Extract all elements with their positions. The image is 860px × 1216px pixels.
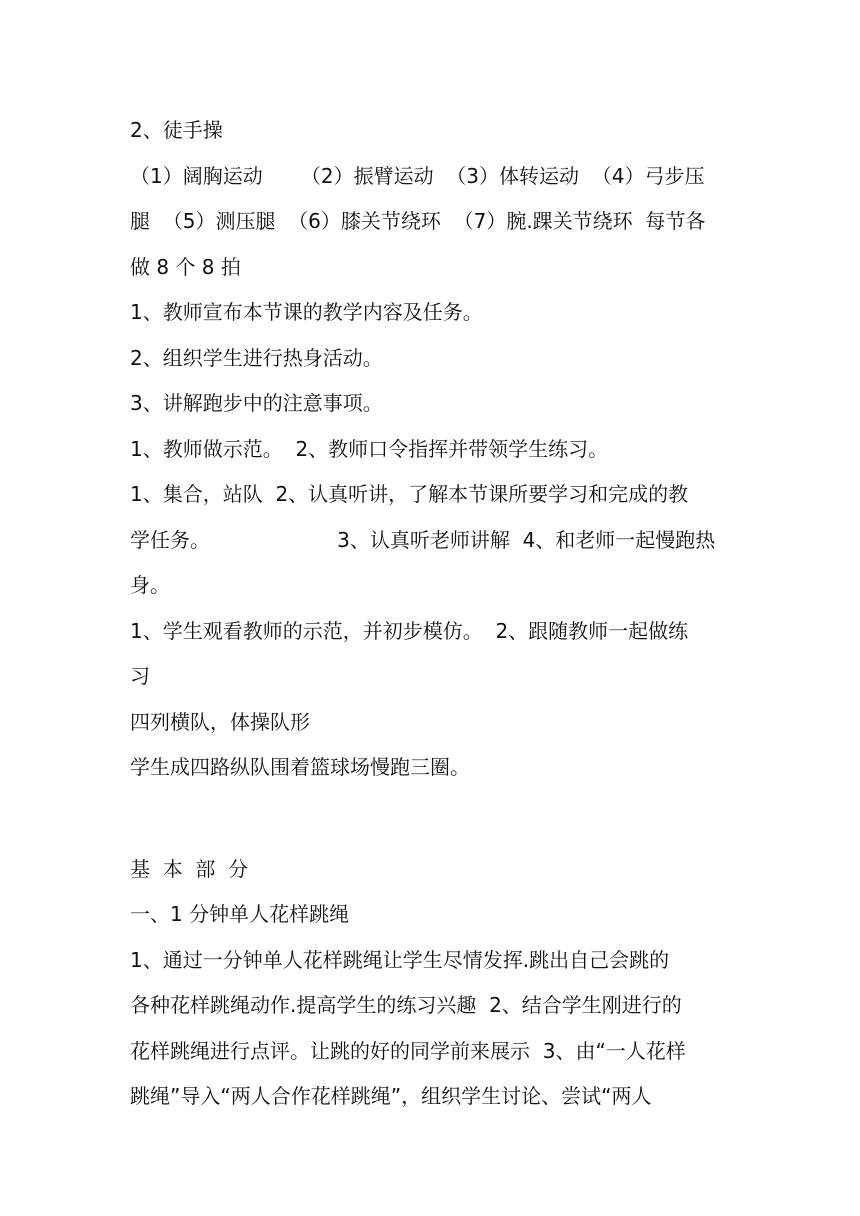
student-activity-line-2: 学任务。 3、认真听老师讲解 4、和老师一起慢跑热: [130, 527, 716, 552]
exercise-list-line-2: 腿 （5）测压腿 （6）膝关节绕环 （7）腕.踝关节绕环 每节各: [130, 209, 706, 233]
rope-skipping-heading: 一、1 分钟单人花样跳绳: [130, 902, 350, 926]
section-gap: [130, 791, 735, 847]
teacher-demo-line: 1、教师做示范。 2、教师口令指挥并带领学生练习。: [130, 436, 609, 461]
document-bottom-section: [130, 847, 735, 1120]
student-activity-line-1: 1、集合，站队 2、认真听讲，了解本节课所要学习和完成的教: [130, 482, 689, 506]
student-activity-line-3: 身。: [130, 573, 170, 597]
exercise-list-line-3: 做 8 个 8 拍: [130, 254, 241, 279]
rope-skipping-line-1: 1、通过一分钟单人花样跳绳让学生尽情发挥.跳出自己会跳的: [130, 947, 670, 972]
formation-line: 四列横队，体操队形: [130, 709, 310, 734]
warmup-run-line: 学生成四路纵队围着篮球场慢跑三圈。: [130, 755, 470, 779]
section-heading-freehand-exercise: 2、徒手操: [130, 118, 223, 142]
basic-part-heading: 基 本 部 分: [130, 856, 249, 881]
document-top-section: [130, 108, 735, 791]
exercise-list-line-1: （1）阔胸运动 （2）振臂运动 （3）体转运动 （4）弓步压: [130, 163, 705, 188]
teacher-task-1: 1、教师宣布本节课的教学内容及任务。: [130, 300, 483, 324]
rope-skipping-line-4: 跳绳”导入“两人合作花样跳绳”，组织学生讨论、尝试“两人: [130, 1084, 652, 1108]
student-imitation-line-2: 习: [130, 664, 150, 688]
student-imitation-line-1: 1、学生观看教师的示范，并初步模仿。 2、跟随教师一起做练: [130, 618, 689, 643]
rope-skipping-line-2: 各种花样跳绳动作.提高学生的练习兴趣 2、结合学生刚进行的: [130, 993, 682, 1017]
document-page: [130, 108, 735, 1120]
teacher-task-2: 2、组织学生进行热身活动。: [130, 345, 383, 370]
teacher-task-3: 3、讲解跑步中的注意事项。: [130, 391, 383, 415]
rope-skipping-line-3: 花样跳绳进行点评。让跳的好的同学前来展示 3、由“一人花样: [130, 1038, 686, 1063]
